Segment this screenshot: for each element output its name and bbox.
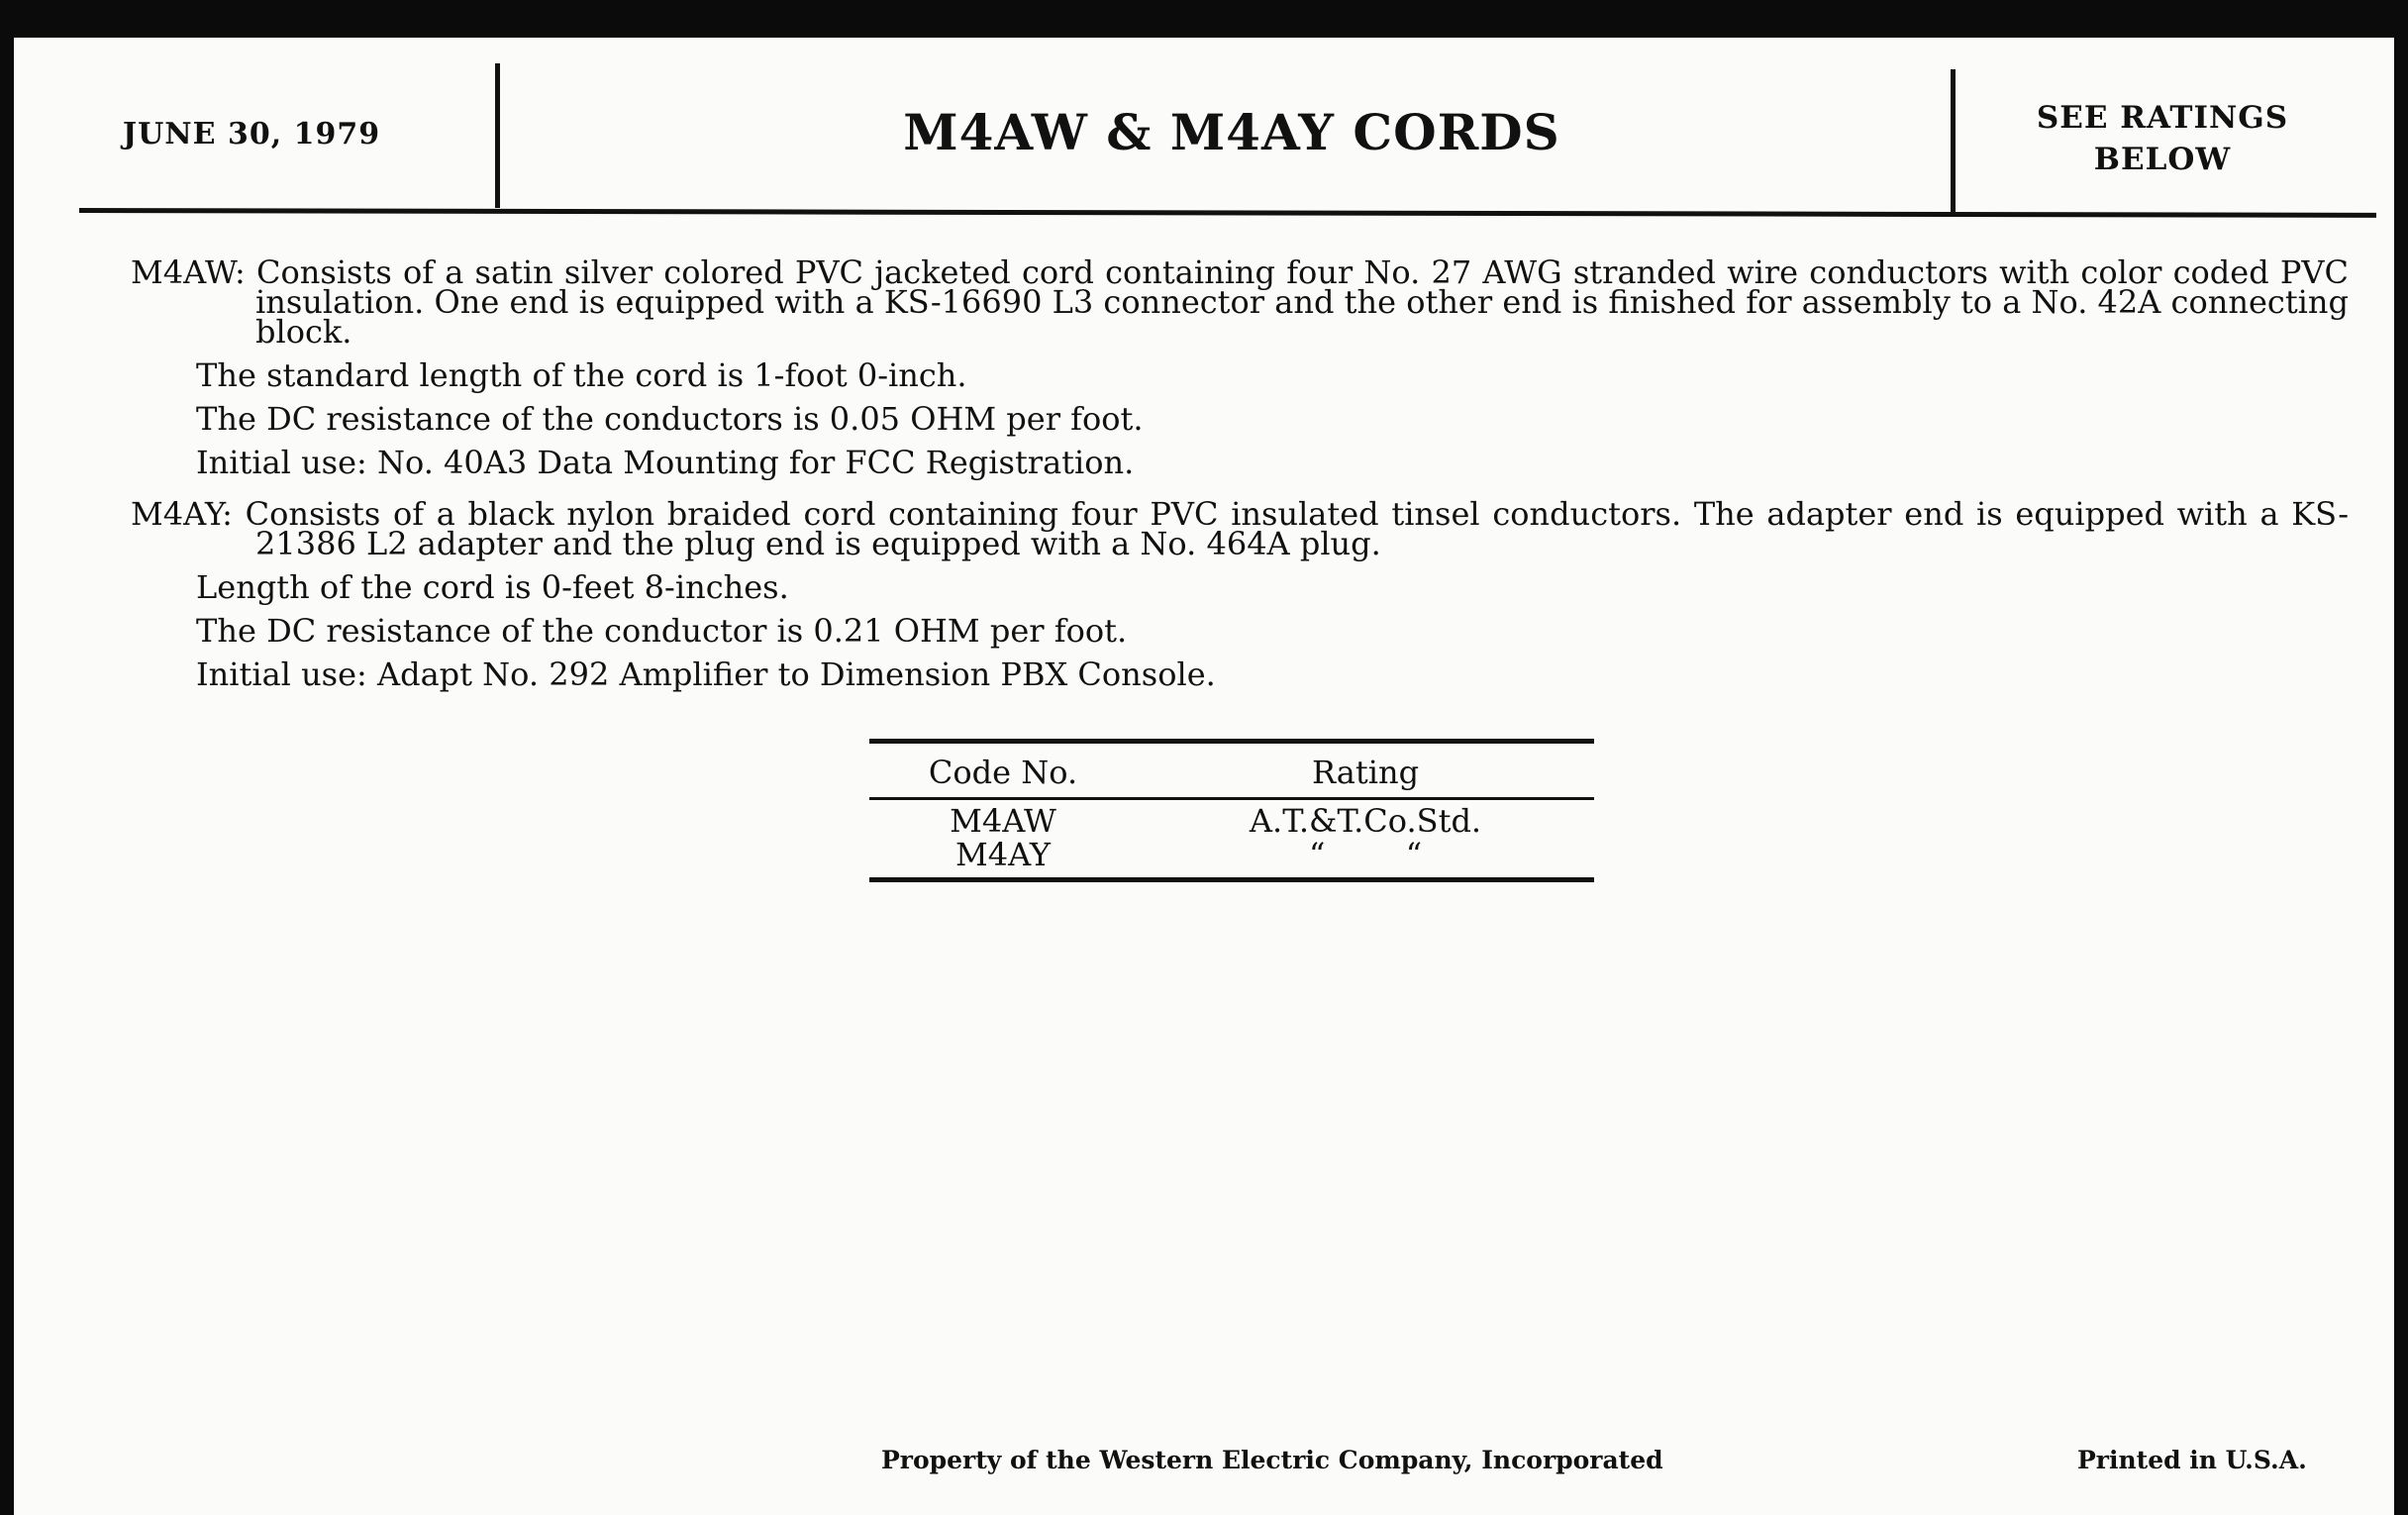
item-m4ay — [131, 495, 2350, 693]
item-m4aw — [131, 253, 2350, 481]
item-description: Consists of a black nylon braided cord containing four PVC insulated tinsel conductors. The adapter end is equipped with a KS-21386 L2 adapter and the plug end is equipped with a No. 464A plug. — [245, 495, 2350, 562]
footer-printed-note: Printed in U.S.A. — [2077, 1446, 2307, 1474]
table-body — [869, 800, 1594, 877]
page-title: M4AW & M4AY CORDS — [903, 103, 1560, 161]
document-card — [14, 38, 2394, 1515]
item-description-paragraph — [131, 253, 2350, 351]
item-description-paragraph — [131, 495, 2350, 562]
table-cell-rating: “ “ — [1308, 836, 1423, 873]
item-resistance: The DC resistance of the conductors is 0.05 OHM per foot. — [196, 400, 1144, 438]
table-cell-code: M4AW — [950, 802, 1056, 840]
item-length: Length of the cord is 0-feet 8-inches. — [196, 568, 789, 606]
header-rule — [79, 208, 2376, 218]
item-code: M4AY: — [131, 495, 233, 533]
table-cell-rating: A.T.&T.Co.Std. — [1249, 802, 1482, 840]
item-code: M4AW: — [131, 253, 246, 291]
rating-column — [1137, 804, 1594, 871]
item-length: The standard length of the cord is 1-foot 0-inch. — [196, 356, 967, 394]
item-description: Consists of a satin silver colored PVC jacketed cord containing four No. 27 AWG stranded wire conductors with color coded PVC insulation. One end is equipped with a KS-16690 L3 connector and the other end is finished for assembly to a No. 42A connecting block. — [255, 253, 2350, 351]
ratings-table — [869, 739, 1594, 882]
table-header-row — [869, 744, 1594, 797]
table-bottom-rule — [869, 877, 1594, 882]
column-header-code: Code No. — [928, 754, 1078, 791]
ratings-note-line2: BELOW — [2093, 142, 2232, 177]
item-initial-use: Initial use: No. 40A3 Data Mounting for FCC Registration. — [196, 444, 1135, 481]
ratings-note-line1: SEE RATINGS — [2036, 100, 2289, 136]
table-cell-code: M4AY — [954, 836, 1052, 873]
footer-property-notice: Property of the Western Electric Company, Incorporated — [881, 1446, 1663, 1474]
item-resistance: The DC resistance of the conductor is 0.21 OHM per foot. — [196, 612, 1128, 650]
issue-date: JUNE 30, 1979 — [122, 117, 381, 152]
code-column — [869, 804, 1137, 871]
column-header-rating: Rating — [1311, 754, 1420, 791]
ratings-note — [1955, 97, 2370, 180]
item-initial-use: Initial use: Adapt No. 292 Amplifier to Dimension PBX Console. — [196, 656, 1216, 693]
